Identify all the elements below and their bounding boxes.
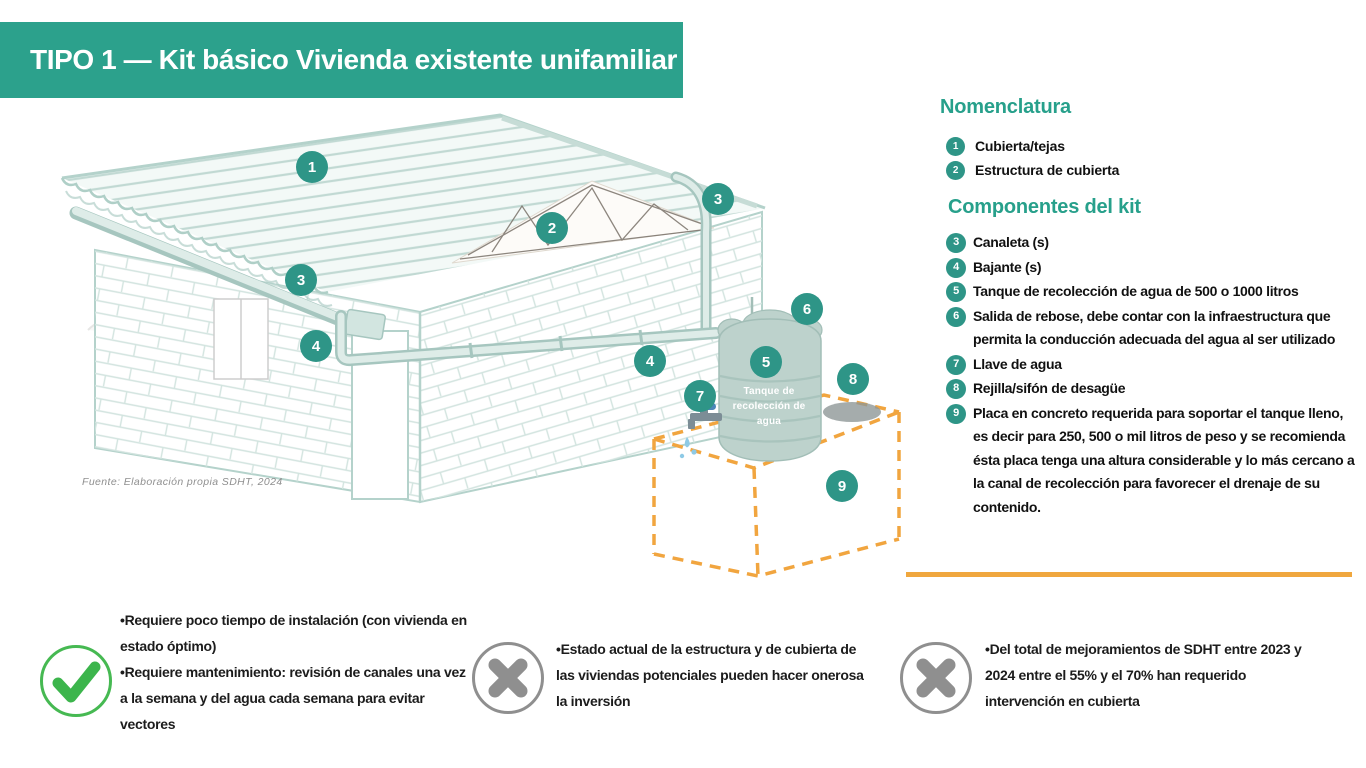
orange-divider (906, 572, 1352, 577)
item-label: Llave de agua (973, 355, 1062, 372)
item-label: Placa en concreto requerida para soportar el tanque lleno, es decir para 250, 500 o mil litros de peso y se recomienda ésta placa tenga una altura considerable y lo más cercano a la canal de recolección para favorecer el drenaje de su contenido. (973, 404, 1355, 515)
componente-item (946, 280, 1358, 304)
item-number-badge: 1 (946, 137, 965, 156)
componente-item (946, 256, 1358, 280)
source-note: Fuente: Elaboración propia SDHT, 2024 (82, 476, 283, 488)
con-text-block (985, 636, 1311, 714)
item-label: Tanque de recolección de agua de 500 o 1000 litros (973, 283, 1299, 299)
diagram-marker-3-right: 3 (702, 183, 734, 215)
item-number-badge: 3 (946, 233, 966, 253)
item-label: Canaleta (s) (973, 234, 1049, 250)
item-number-badge: 8 (946, 379, 966, 399)
bullet-line: •Requiere poco tiempo de instalación (con vivienda en estado óptimo) (120, 612, 467, 654)
item-number-badge: 9 (946, 404, 966, 424)
diagram-marker-1: 1 (296, 151, 328, 183)
diagram-marker-4-right: 4 (634, 345, 666, 377)
bullet-line: •Estado actual de la estructura y de cubierta de las viviendas potenciales pueden hacer onerosa la inversión (556, 641, 864, 709)
nomenclatura-title: Nomenclatura (940, 96, 1071, 118)
diagram-marker-2: 2 (536, 212, 568, 244)
item-label: Rejilla/sifón de desagüe (973, 380, 1126, 396)
item-number-badge: 6 (946, 307, 966, 327)
item-number-badge: 2 (946, 161, 965, 180)
nomenclatura-item (946, 161, 1358, 180)
diagram-marker-9: 9 (826, 470, 858, 502)
item-label: Salida de rebose, debe contar con la infraestructura que permita la conducción adecuada del agua al ser utilizado (973, 307, 1336, 347)
cross-circle-icon (470, 640, 546, 716)
diagram-marker-7: 7 (684, 380, 716, 412)
pro-text-block (120, 607, 468, 737)
page-title: TIPO 1 — Kit básico Vivienda existente unifamiliar (30, 44, 678, 75)
tank-label: Tanque de recolección de agua (732, 386, 806, 427)
legend-panel (938, 96, 1358, 520)
componente-item (946, 402, 1358, 520)
componente-item (946, 377, 1358, 401)
item-number-badge: 5 (946, 282, 966, 302)
componente-item (946, 305, 1358, 352)
item-label: Bajante (s) (973, 258, 1042, 275)
diagram-marker-4-left: 4 (300, 330, 332, 362)
diagram-marker-8: 8 (837, 363, 869, 395)
item-number-badge: 4 (946, 258, 966, 278)
cross-circle-icon (898, 640, 974, 716)
nomenclatura-item (946, 137, 1358, 156)
bullet-line: •Requiere mantenimiento: revisión de canales una vez a la semana y del agua cada semana para evitar vectores (120, 664, 466, 732)
drain-grate (823, 402, 881, 422)
diagram-marker-3-left: 3 (285, 264, 317, 296)
diagram-marker-6: 6 (791, 293, 823, 325)
item-number-badge: 7 (946, 355, 966, 375)
bullet-line: •Del total de mejoramientos de SDHT entre 2023 y 2024 entre el 55% y el 70% han requerido intervención en cubierta (985, 641, 1302, 709)
con-text-block (556, 636, 878, 714)
item-label: Estructura de cubierta (975, 162, 1120, 178)
componente-item (946, 231, 1358, 255)
componente-item (946, 353, 1358, 377)
check-circle-icon (38, 643, 114, 719)
item-label: Cubierta/tejas (975, 138, 1065, 154)
diagram-marker-5: 5 (750, 346, 782, 378)
componentes-title: Componentes del kit (948, 196, 1141, 218)
